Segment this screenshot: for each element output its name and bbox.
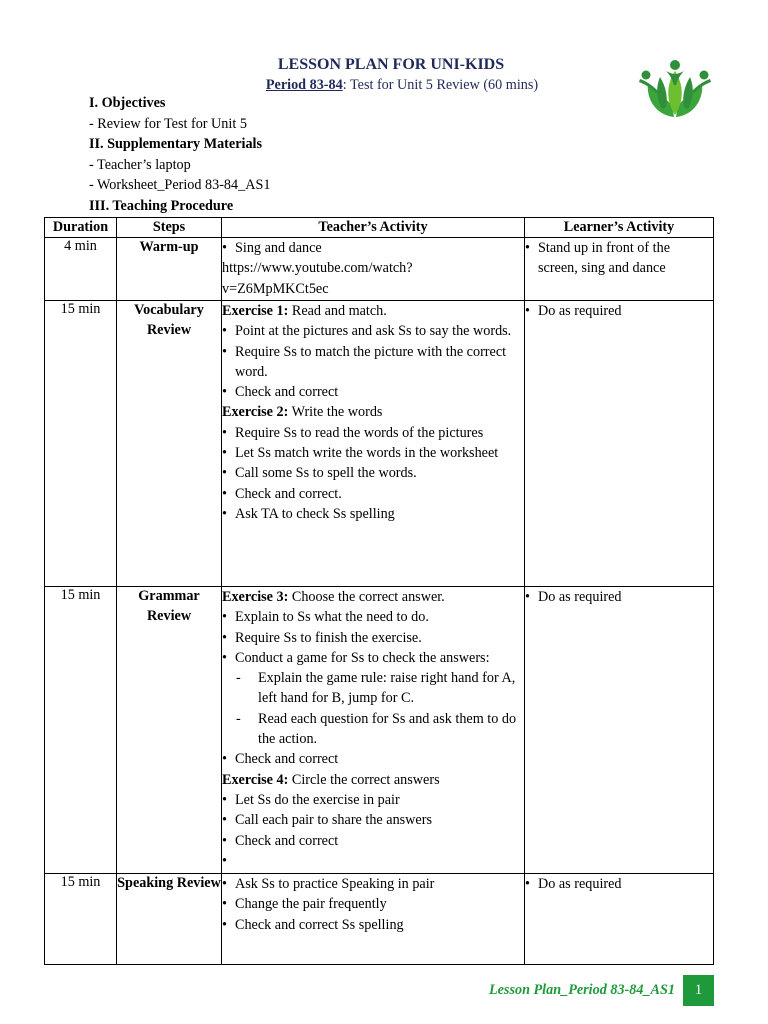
footer-text: Lesson Plan_Period 83-84_AS1 xyxy=(488,982,675,998)
bullet-marker: • xyxy=(222,485,227,502)
materials-item: - Teacher’s laptop xyxy=(89,156,191,173)
bullet-marker: • xyxy=(222,465,227,482)
item-text: Ask TA to check Ss spelling xyxy=(235,505,395,522)
item-text: Require Ss to match the picture with the correct word. xyxy=(235,343,507,380)
procedure-heading: III. Teaching Procedure xyxy=(89,197,234,214)
duration-cell: 15 min xyxy=(45,587,117,874)
learner-activity-cell xyxy=(525,301,714,587)
item-text: Check and correct. xyxy=(235,485,342,502)
table-row xyxy=(45,238,714,301)
item-text: Stand up in front of the screen, sing and dance xyxy=(538,240,671,277)
item-text: Sing and dance xyxy=(235,240,322,256)
teacher-activity-cell xyxy=(222,238,525,301)
bullet-marker: • xyxy=(222,751,227,768)
exercise-title: Write the words xyxy=(288,404,383,421)
list-item xyxy=(222,790,524,810)
item-text: Read each question for Ss and ask them to do the action. xyxy=(258,710,517,748)
bullet-marker: • xyxy=(222,323,227,340)
bullet-marker: • xyxy=(222,629,227,646)
table-header-row xyxy=(45,218,714,238)
bullet-marker: • xyxy=(525,589,530,605)
document-title: LESSON PLAN FOR UNI-KIDS xyxy=(277,56,505,73)
bullet-marker: • xyxy=(222,832,227,849)
item-text: Conduct a game for Ss to check the answers: xyxy=(235,649,490,666)
sub-list-item xyxy=(222,668,524,709)
step-cell: Grammar Review xyxy=(117,587,222,874)
objectives-item: - Review for Test for Unit 5 xyxy=(89,115,247,132)
exercise-heading xyxy=(222,301,524,321)
duration-cell: 15 min xyxy=(45,874,117,965)
duration-cell: 15 min xyxy=(45,301,117,587)
list-item xyxy=(222,484,524,504)
bullet-marker: • xyxy=(525,240,530,256)
teacher-activity-cell xyxy=(222,587,525,874)
list-item xyxy=(222,810,524,830)
list-item xyxy=(222,382,524,402)
green-leaves-people-logo xyxy=(636,57,714,121)
sub-list-item xyxy=(222,709,524,750)
learner-activity-cell xyxy=(525,587,714,874)
activity-text: https://www.youtube.com/watch? xyxy=(222,260,413,277)
duration-cell: 4 min xyxy=(45,238,117,301)
exercise-label: Exercise 1: xyxy=(222,303,289,319)
list-item xyxy=(222,423,524,443)
page-number: 1 xyxy=(683,975,714,1006)
list-item xyxy=(222,894,524,914)
item-text: Check and correct Ss spelling xyxy=(235,916,404,933)
column-header: Learner’s Activity xyxy=(525,218,714,238)
period-label: Period 83-84 xyxy=(265,77,343,93)
step-cell: Vocabulary Review xyxy=(117,301,222,587)
list-item xyxy=(222,463,524,483)
bullet-marker: • xyxy=(222,424,227,441)
column-header: Teacher’s Activity xyxy=(222,218,525,238)
teaching-procedure-table xyxy=(44,217,714,965)
exercise-title: Choose the correct answer. xyxy=(288,589,445,605)
bullet-marker: • xyxy=(222,649,227,666)
list-item xyxy=(222,443,524,463)
teacher-activity-cell xyxy=(222,874,525,965)
table-row xyxy=(45,874,714,965)
exercise-label: Exercise 3: xyxy=(222,589,289,605)
bullet-marker: • xyxy=(222,812,227,829)
list-item xyxy=(525,587,713,607)
item-text: Do as required xyxy=(538,303,622,319)
list-item xyxy=(222,504,524,524)
item-text: Check and correct xyxy=(235,384,339,401)
bullet-marker: • xyxy=(222,240,227,256)
bullet-marker: • xyxy=(222,505,227,522)
exercise-heading xyxy=(222,587,524,607)
list-item xyxy=(222,749,524,769)
item-text: Require Ss to finish the exercise. xyxy=(235,629,422,646)
column-header: Steps xyxy=(117,218,222,238)
table-row xyxy=(45,301,714,587)
bullet-marker: • xyxy=(525,303,530,319)
item-text: Explain the game rule: raise right hand for A, left hand for B, jump for C. xyxy=(258,670,516,707)
table-row xyxy=(45,587,714,874)
list-item xyxy=(525,874,713,894)
item-text: Do as required xyxy=(538,589,622,605)
exercise-label: Exercise 2: xyxy=(222,404,289,421)
materials-heading: II. Supplementary Materials xyxy=(89,136,263,153)
dash-marker: - xyxy=(236,670,241,687)
learner-activity-cell xyxy=(525,874,714,965)
item-text: Check and correct xyxy=(235,832,339,849)
bullet-marker: • xyxy=(525,876,530,892)
item-text: Explain to Ss what the need to do. xyxy=(235,609,429,626)
item-text: Let Ss do the exercise in pair xyxy=(235,791,400,808)
exercise-heading xyxy=(222,770,524,790)
exercise-title: Read and match. xyxy=(288,303,387,319)
list-item xyxy=(222,321,524,341)
item-text: Do as required xyxy=(538,876,622,892)
objectives-heading: I. Objectives xyxy=(89,95,166,111)
exercise-label: Exercise 4: xyxy=(222,771,289,788)
bullet-marker: • xyxy=(222,609,227,626)
period-description: : Test for Unit 5 Review (60 mins) xyxy=(342,77,539,93)
item-text: Require Ss to read the words of the pictures xyxy=(235,424,484,441)
bullet-marker: • xyxy=(222,852,227,869)
list-item xyxy=(222,831,524,851)
step-cell: Warm-up xyxy=(117,238,222,301)
item-text xyxy=(235,851,524,871)
list-item xyxy=(525,301,713,321)
list-item xyxy=(222,915,524,935)
list-item xyxy=(222,238,524,258)
list-item xyxy=(222,874,524,894)
list-item xyxy=(222,648,524,668)
list-item xyxy=(222,342,524,383)
list-item xyxy=(525,238,713,279)
teacher-activity-cell xyxy=(222,301,525,587)
item-text: Point at the pictures and ask Ss to say the words. xyxy=(235,323,512,340)
activity-text: v=Z6MpMKCt5ec xyxy=(222,280,329,297)
item-text: Call each pair to share the answers xyxy=(235,812,432,829)
list-item xyxy=(222,607,524,627)
item-text: Let Ss match write the words in the worksheet xyxy=(235,445,499,462)
bullet-marker: • xyxy=(222,384,227,401)
bullet-marker: • xyxy=(222,896,227,913)
learner-activity-cell xyxy=(525,238,714,301)
bullet-marker: • xyxy=(222,791,227,808)
bullet-marker: • xyxy=(222,445,227,462)
bullet-marker: • xyxy=(222,343,227,360)
exercise-heading xyxy=(222,402,524,422)
bullet-marker: • xyxy=(222,876,227,892)
intro-section xyxy=(89,93,270,217)
item-text: Check and correct xyxy=(235,751,339,768)
materials-item: - Worksheet_Period 83-84_AS1 xyxy=(89,177,271,194)
list-item xyxy=(222,628,524,648)
list-item xyxy=(222,851,524,871)
bullet-marker: • xyxy=(222,916,227,933)
exercise-title: Circle the correct answers xyxy=(288,771,440,788)
step-cell: Speaking Review xyxy=(117,874,222,965)
dash-marker: - xyxy=(236,710,241,727)
item-text: Change the pair frequently xyxy=(235,896,387,913)
item-text: Call some Ss to spell the words. xyxy=(235,465,417,482)
column-header: Duration xyxy=(45,218,117,238)
item-text: Ask Ss to practice Speaking in pair xyxy=(235,876,435,892)
